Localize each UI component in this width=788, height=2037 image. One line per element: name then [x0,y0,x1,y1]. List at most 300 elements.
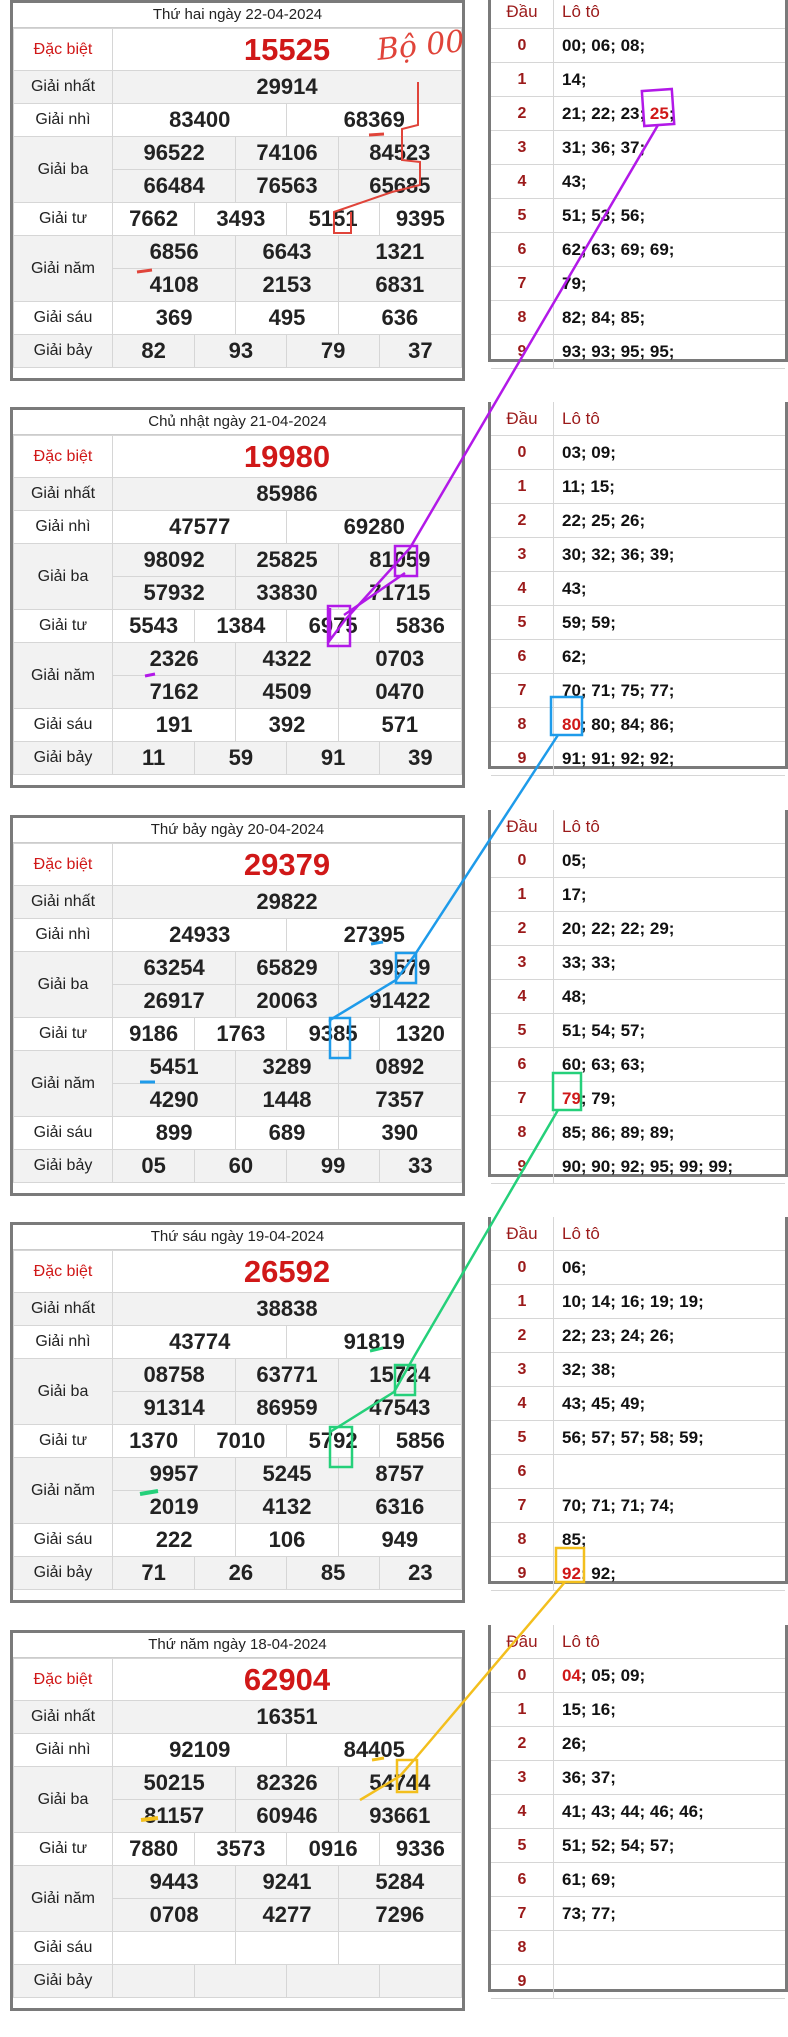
prize-value: 91422 [338,985,461,1018]
loto-numbers [554,1727,786,1761]
prize-value: 636 [338,302,461,335]
prize-value [236,1932,338,1965]
prize-value: 6975 [287,610,379,643]
draw-date: Thứ bảy ngày 20-04-2024 [13,818,462,843]
loto-values: 61; 69; [562,1869,616,1889]
prize-value: 9395 [379,203,461,236]
prize-label: Giải nhất [14,1293,113,1326]
loto-numbers [554,1761,786,1795]
prize-value: 4108 [113,269,236,302]
loto-head-digit: 9 [491,335,554,369]
prize-label: Giải bảy [14,335,113,368]
loto-values-rest: ; 80; 84; 86; [580,714,675,734]
loto-numbers [554,1285,786,1319]
loto-numbers [554,538,786,572]
prize-label: Giải bảy [14,1965,113,1998]
prize-value: 39579 [338,952,461,985]
loto-header-dau: Đầu [491,402,554,436]
loto-header-numbers: Lô tô [554,1217,786,1251]
loto-header-dau: Đầu [491,1625,554,1659]
loto-values: 03; 09; [562,442,616,462]
loto-numbers [554,1150,786,1184]
prize-label: Giải nhất [14,478,113,511]
prize-value: 5792 [287,1425,379,1458]
prize-value: 7662 [113,203,195,236]
loto-values: 82; 84; 85; [562,307,646,327]
loto-values: 32; 38; [562,1359,616,1379]
loto-head-digit: 6 [491,233,554,267]
loto-head-digit: 5 [491,1421,554,1455]
loto-highlight: 04 [562,1665,581,1685]
loto-numbers [554,1353,786,1387]
prize-value: 7357 [338,1084,461,1117]
prize-value: 81157 [113,1800,236,1833]
loto-numbers [554,844,786,878]
prize-label: Giải sáu [14,709,113,742]
prize-label: Giải bảy [14,1150,113,1183]
loto-values: 91; 91; 92; 92; [562,748,675,768]
loto-table [488,810,788,1177]
prize-value: 27395 [287,919,462,952]
loto-numbers [554,470,786,504]
loto-head-digit: 5 [491,1014,554,1048]
day-block [0,815,788,1222]
prize-value: 25825 [236,544,338,577]
draw-date: Thứ sáu ngày 19-04-2024 [13,1225,462,1250]
loto-values: 31; 36; 37; [562,137,646,157]
loto-values: 85; [562,1529,587,1549]
loto-head-digit: 2 [491,97,554,131]
prize-value: 68369 [287,104,462,137]
prize-value: 222 [113,1524,236,1557]
loto-head-digit: 4 [491,980,554,1014]
prize-label: Giải nhì [14,1734,113,1767]
loto-numbers [554,301,786,335]
prize-label: Giải tư [14,1833,113,1866]
prize-label: Giải tư [14,1018,113,1051]
loto-values: 70; 71; 71; 74; [562,1495,675,1515]
prize-label: Giải ba [14,1359,113,1425]
prize-value: 71 [113,1557,195,1590]
result-table [10,407,465,788]
prize-value: 6316 [338,1491,461,1524]
prize-value: 949 [338,1524,461,1557]
prize-value: 60 [195,1150,287,1183]
loto-highlight: 25 [649,103,669,123]
prize-value: 4290 [113,1084,236,1117]
loto-head-digit: 8 [491,708,554,742]
prize-value: 20063 [236,985,338,1018]
loto-numbers [554,946,786,980]
loto-head-digit: 9 [491,742,554,776]
prize-value: 43774 [113,1326,287,1359]
prize-label: Giải năm [14,1051,113,1117]
loto-table [488,0,788,362]
loto-head-digit: 3 [491,1353,554,1387]
prize-value: 29914 [113,71,462,104]
loto-numbers [554,267,786,301]
prize-label: Giải nhất [14,71,113,104]
prize-value: 4277 [236,1899,338,1932]
loto-values: 48; [562,986,587,1006]
loto-numbers [554,572,786,606]
loto-values: 41; 43; 44; 46; 46; [562,1801,704,1821]
loto-head-digit: 5 [491,1829,554,1863]
loto-values: 15; 16; [562,1699,616,1719]
loto-numbers [554,1795,786,1829]
loto-numbers [554,1931,786,1965]
prize-value: 91314 [113,1392,236,1425]
loto-numbers [554,199,786,233]
loto-numbers [554,1082,786,1116]
loto-numbers [554,504,786,538]
prize-label: Giải nhì [14,1326,113,1359]
prize-value: 9443 [113,1866,236,1899]
prize-label: Giải bảy [14,1557,113,1590]
result-table [10,815,465,1196]
prize-value: 1384 [195,610,287,643]
loto-head-digit: 3 [491,538,554,572]
loto-numbers [554,1897,786,1931]
loto-values: 06; [562,1257,587,1277]
prize-value: 4132 [236,1491,338,1524]
loto-values: 33; 33; [562,952,616,972]
loto-numbers [554,1455,786,1489]
loto-values: 93; 93; 95; 95; [562,341,675,361]
loto-head-digit: 6 [491,1048,554,1082]
loto-values: 17; [562,884,587,904]
loto-header-numbers: Lô tô [554,810,786,844]
prize-value: 92109 [113,1734,287,1767]
loto-values: 43; [562,578,587,598]
loto-numbers [554,912,786,946]
prize-value: 3573 [195,1833,287,1866]
loto-numbers [554,131,786,165]
loto-head-digit: 1 [491,1693,554,1727]
loto-head-digit: 2 [491,504,554,538]
loto-values: 51; 53; 56; [562,205,646,225]
loto-values: 43; [562,171,587,191]
prize-value: 59 [195,742,287,775]
loto-numbers [554,1489,786,1523]
prize-value: 9957 [113,1458,236,1491]
prize-value: 38838 [113,1293,462,1326]
loto-values: 59; 59; [562,612,616,632]
prize-value: 82 [113,335,195,368]
draw-date: Thứ hai ngày 22-04-2024 [13,3,462,28]
prize-value: 3289 [236,1051,338,1084]
prize-value: 0703 [338,643,461,676]
loto-head-digit: 3 [491,946,554,980]
loto-values: 51; 54; 57; [562,1020,646,1040]
prize-label: Giải năm [14,1866,113,1932]
prize-label: Giải bảy [14,742,113,775]
prize-value: 2326 [113,643,236,676]
prize-value: 76563 [236,170,338,203]
loto-head-digit: 7 [491,1897,554,1931]
loto-numbers [554,742,786,776]
loto-values: 36; 37; [562,1767,616,1787]
loto-numbers [554,436,786,470]
prize-label: Giải tư [14,1425,113,1458]
loto-head-digit: 0 [491,436,554,470]
loto-numbers [554,1048,786,1082]
prize-value: 1763 [195,1018,287,1051]
loto-values-rest: ; 05; 09; [580,1665,646,1685]
draw-date: Thứ năm ngày 18-04-2024 [13,1633,462,1658]
prize-value: 19980 [113,436,462,478]
prize-value: 15525 [113,29,462,71]
loto-numbers [554,233,786,267]
prize-value [338,1932,461,1965]
loto-head-digit: 1 [491,470,554,504]
prize-label: Đặc biệt [14,1251,113,1293]
loto-numbers [554,606,786,640]
prize-value: 86959 [236,1392,338,1425]
loto-header-numbers: Lô tô [554,402,786,436]
prize-value: 1321 [338,236,461,269]
loto-values-rest: ; 92; [580,1563,616,1583]
prize-value: 60946 [236,1800,338,1833]
loto-table [488,1217,788,1584]
loto-values: 21; 22; 23; [562,103,650,123]
prize-label: Giải ba [14,1767,113,1833]
prize-value: 82326 [236,1767,338,1800]
prize-value: 29822 [113,886,462,919]
loto-head-digit: 1 [491,1285,554,1319]
loto-numbers [554,640,786,674]
loto-head-digit: 8 [491,1931,554,1965]
loto-values: 62; [562,646,587,666]
prize-label: Giải ba [14,137,113,203]
prize-label: Giải sáu [14,1524,113,1557]
loto-numbers [554,1557,786,1591]
prize-value: 4509 [236,676,338,709]
loto-numbers [554,708,786,742]
prize-value [379,1965,461,1998]
prize-value: 39 [379,742,461,775]
prize-value [195,1965,287,1998]
loto-head-digit: 0 [491,29,554,63]
prize-value [287,1965,379,1998]
loto-numbers [554,1319,786,1353]
loto-head-digit: 9 [491,1150,554,1184]
loto-head-digit: 7 [491,267,554,301]
loto-table [488,402,788,769]
prize-value: 83400 [113,104,287,137]
prize-value: 5543 [113,610,195,643]
loto-header-numbers: Lô tô [554,1625,786,1659]
loto-head-digit: 3 [491,131,554,165]
prize-value: 66484 [113,170,236,203]
loto-numbers [554,1965,786,1999]
prize-value: 392 [236,709,338,742]
prize-value: 85 [287,1557,379,1590]
prize-label: Giải sáu [14,1932,113,1965]
loto-head-digit: 1 [491,63,554,97]
prize-value: 24933 [113,919,287,952]
prize-value: 57932 [113,577,236,610]
prize-label: Giải sáu [14,1117,113,1150]
prize-value: 689 [236,1117,338,1150]
annotation-note: Bộ 00 [375,23,467,68]
prize-value: 69280 [287,511,462,544]
prize-value: 0916 [287,1833,379,1866]
day-block [0,1222,788,1629]
loto-values: 10; 14; 16; 19; 19; [562,1291,704,1311]
prize-value: 6831 [338,269,461,302]
loto-values: 56; 57; 57; 58; 59; [562,1427,704,1447]
prize-value: 3493 [195,203,287,236]
prize-value: 65685 [338,170,461,203]
loto-values: 30; 32; 36; 39; [562,544,675,564]
prize-label: Giải năm [14,1458,113,1524]
prize-value: 63254 [113,952,236,985]
loto-values: 20; 22; 22; 29; [562,918,675,938]
draw-date: Chủ nhật ngày 21-04-2024 [13,410,462,435]
prize-label: Giải ba [14,544,113,610]
loto-values: 51; 52; 54; 57; [562,1835,675,1855]
prize-value: 2019 [113,1491,236,1524]
loto-head-digit: 2 [491,1727,554,1761]
prize-value: 5245 [236,1458,338,1491]
loto-numbers [554,335,786,369]
prize-value: 5856 [379,1425,461,1458]
loto-head-digit: 6 [491,640,554,674]
prize-value: 91819 [287,1326,462,1359]
loto-head-digit: 0 [491,844,554,878]
prize-value: 93661 [338,1800,461,1833]
prize-value: 6856 [113,236,236,269]
loto-header-numbers: Lô tô [554,0,786,29]
loto-numbers [554,1659,786,1693]
prize-value: 62904 [113,1659,462,1701]
loto-head-digit: 0 [491,1251,554,1285]
loto-head-digit: 3 [491,1761,554,1795]
prize-value: 5284 [338,1866,461,1899]
loto-values-rest: ; 79; [580,1088,616,1108]
prize-value: 9385 [287,1018,379,1051]
prize-value: 9241 [236,1866,338,1899]
prize-value: 7162 [113,676,236,709]
prize-value: 1370 [113,1425,195,1458]
prize-value: 08758 [113,1359,236,1392]
prize-label: Giải tư [14,610,113,643]
loto-header-dau: Đầu [491,0,554,29]
prize-value: 0708 [113,1899,236,1932]
day-block [0,1630,788,2037]
prize-label: Giải nhì [14,919,113,952]
day-block [0,0,788,407]
loto-numbers [554,165,786,199]
loto-head-digit: 0 [491,1659,554,1693]
prize-value: 54744 [338,1767,461,1800]
prize-value: 7010 [195,1425,287,1458]
loto-head-digit: 6 [491,1455,554,1489]
prize-label: Giải năm [14,643,113,709]
prize-value: 7880 [113,1833,195,1866]
prize-value [113,1965,195,1998]
loto-highlight: 79 [562,1088,581,1108]
prize-label: Đặc biệt [14,29,113,71]
prize-value: 84523 [338,137,461,170]
loto-head-digit: 7 [491,674,554,708]
prize-value: 98092 [113,544,236,577]
loto-numbers [554,1014,786,1048]
prize-value: 47577 [113,511,287,544]
loto-values: 79; [562,273,587,293]
prize-value: 84405 [287,1734,462,1767]
loto-values: 22; 23; 24; 26; [562,1325,675,1345]
loto-numbers [554,980,786,1014]
prize-value: 93 [195,335,287,368]
loto-head-digit: 7 [491,1082,554,1116]
prize-value: 2153 [236,269,338,302]
loto-numbers [554,1251,786,1285]
loto-values: 14; [562,69,587,89]
prize-value: 8757 [338,1458,461,1491]
loto-numbers [554,29,786,63]
loto-values-rest: ; [668,103,675,123]
prize-value: 191 [113,709,236,742]
loto-numbers [554,97,786,131]
result-table [10,1630,465,2011]
prize-value: 0470 [338,676,461,709]
prize-value: 6643 [236,236,338,269]
prize-label: Đặc biệt [14,1659,113,1701]
prize-value: 571 [338,709,461,742]
loto-header-dau: Đầu [491,810,554,844]
loto-numbers [554,1116,786,1150]
loto-head-digit: 4 [491,1387,554,1421]
prize-value: 4322 [236,643,338,676]
loto-head-digit: 9 [491,1557,554,1591]
prize-value: 26 [195,1557,287,1590]
loto-numbers [554,1421,786,1455]
loto-values: 62; 63; 69; 69; [562,239,675,259]
prize-value: 05 [113,1150,195,1183]
prize-value: 81059 [338,544,461,577]
prize-value: 65829 [236,952,338,985]
prize-label: Giải ba [14,952,113,1018]
prize-value: 1448 [236,1084,338,1117]
prize-value: 79 [287,335,379,368]
prize-value: 7296 [338,1899,461,1932]
prize-label: Giải nhất [14,886,113,919]
loto-values: 60; 63; 63; [562,1054,646,1074]
prize-value: 37 [379,335,461,368]
loto-head-digit: 4 [491,1795,554,1829]
prize-value [113,1932,236,1965]
prize-value: 5836 [379,610,461,643]
prize-value: 9336 [379,1833,461,1866]
loto-numbers [554,1523,786,1557]
prize-label: Giải nhất [14,1701,113,1734]
loto-header-dau: Đầu [491,1217,554,1251]
loto-highlight: 92 [562,1563,581,1583]
loto-head-digit: 8 [491,1116,554,1150]
prize-label: Giải nhì [14,511,113,544]
prize-value: 63771 [236,1359,338,1392]
prize-label: Đặc biệt [14,436,113,478]
loto-head-digit: 1 [491,878,554,912]
prize-value: 47543 [338,1392,461,1425]
prize-value: 15724 [338,1359,461,1392]
loto-values: 85; 86; 89; 89; [562,1122,675,1142]
prize-value: 96522 [113,137,236,170]
loto-values: 05; [562,850,587,870]
result-table [10,1222,465,1603]
